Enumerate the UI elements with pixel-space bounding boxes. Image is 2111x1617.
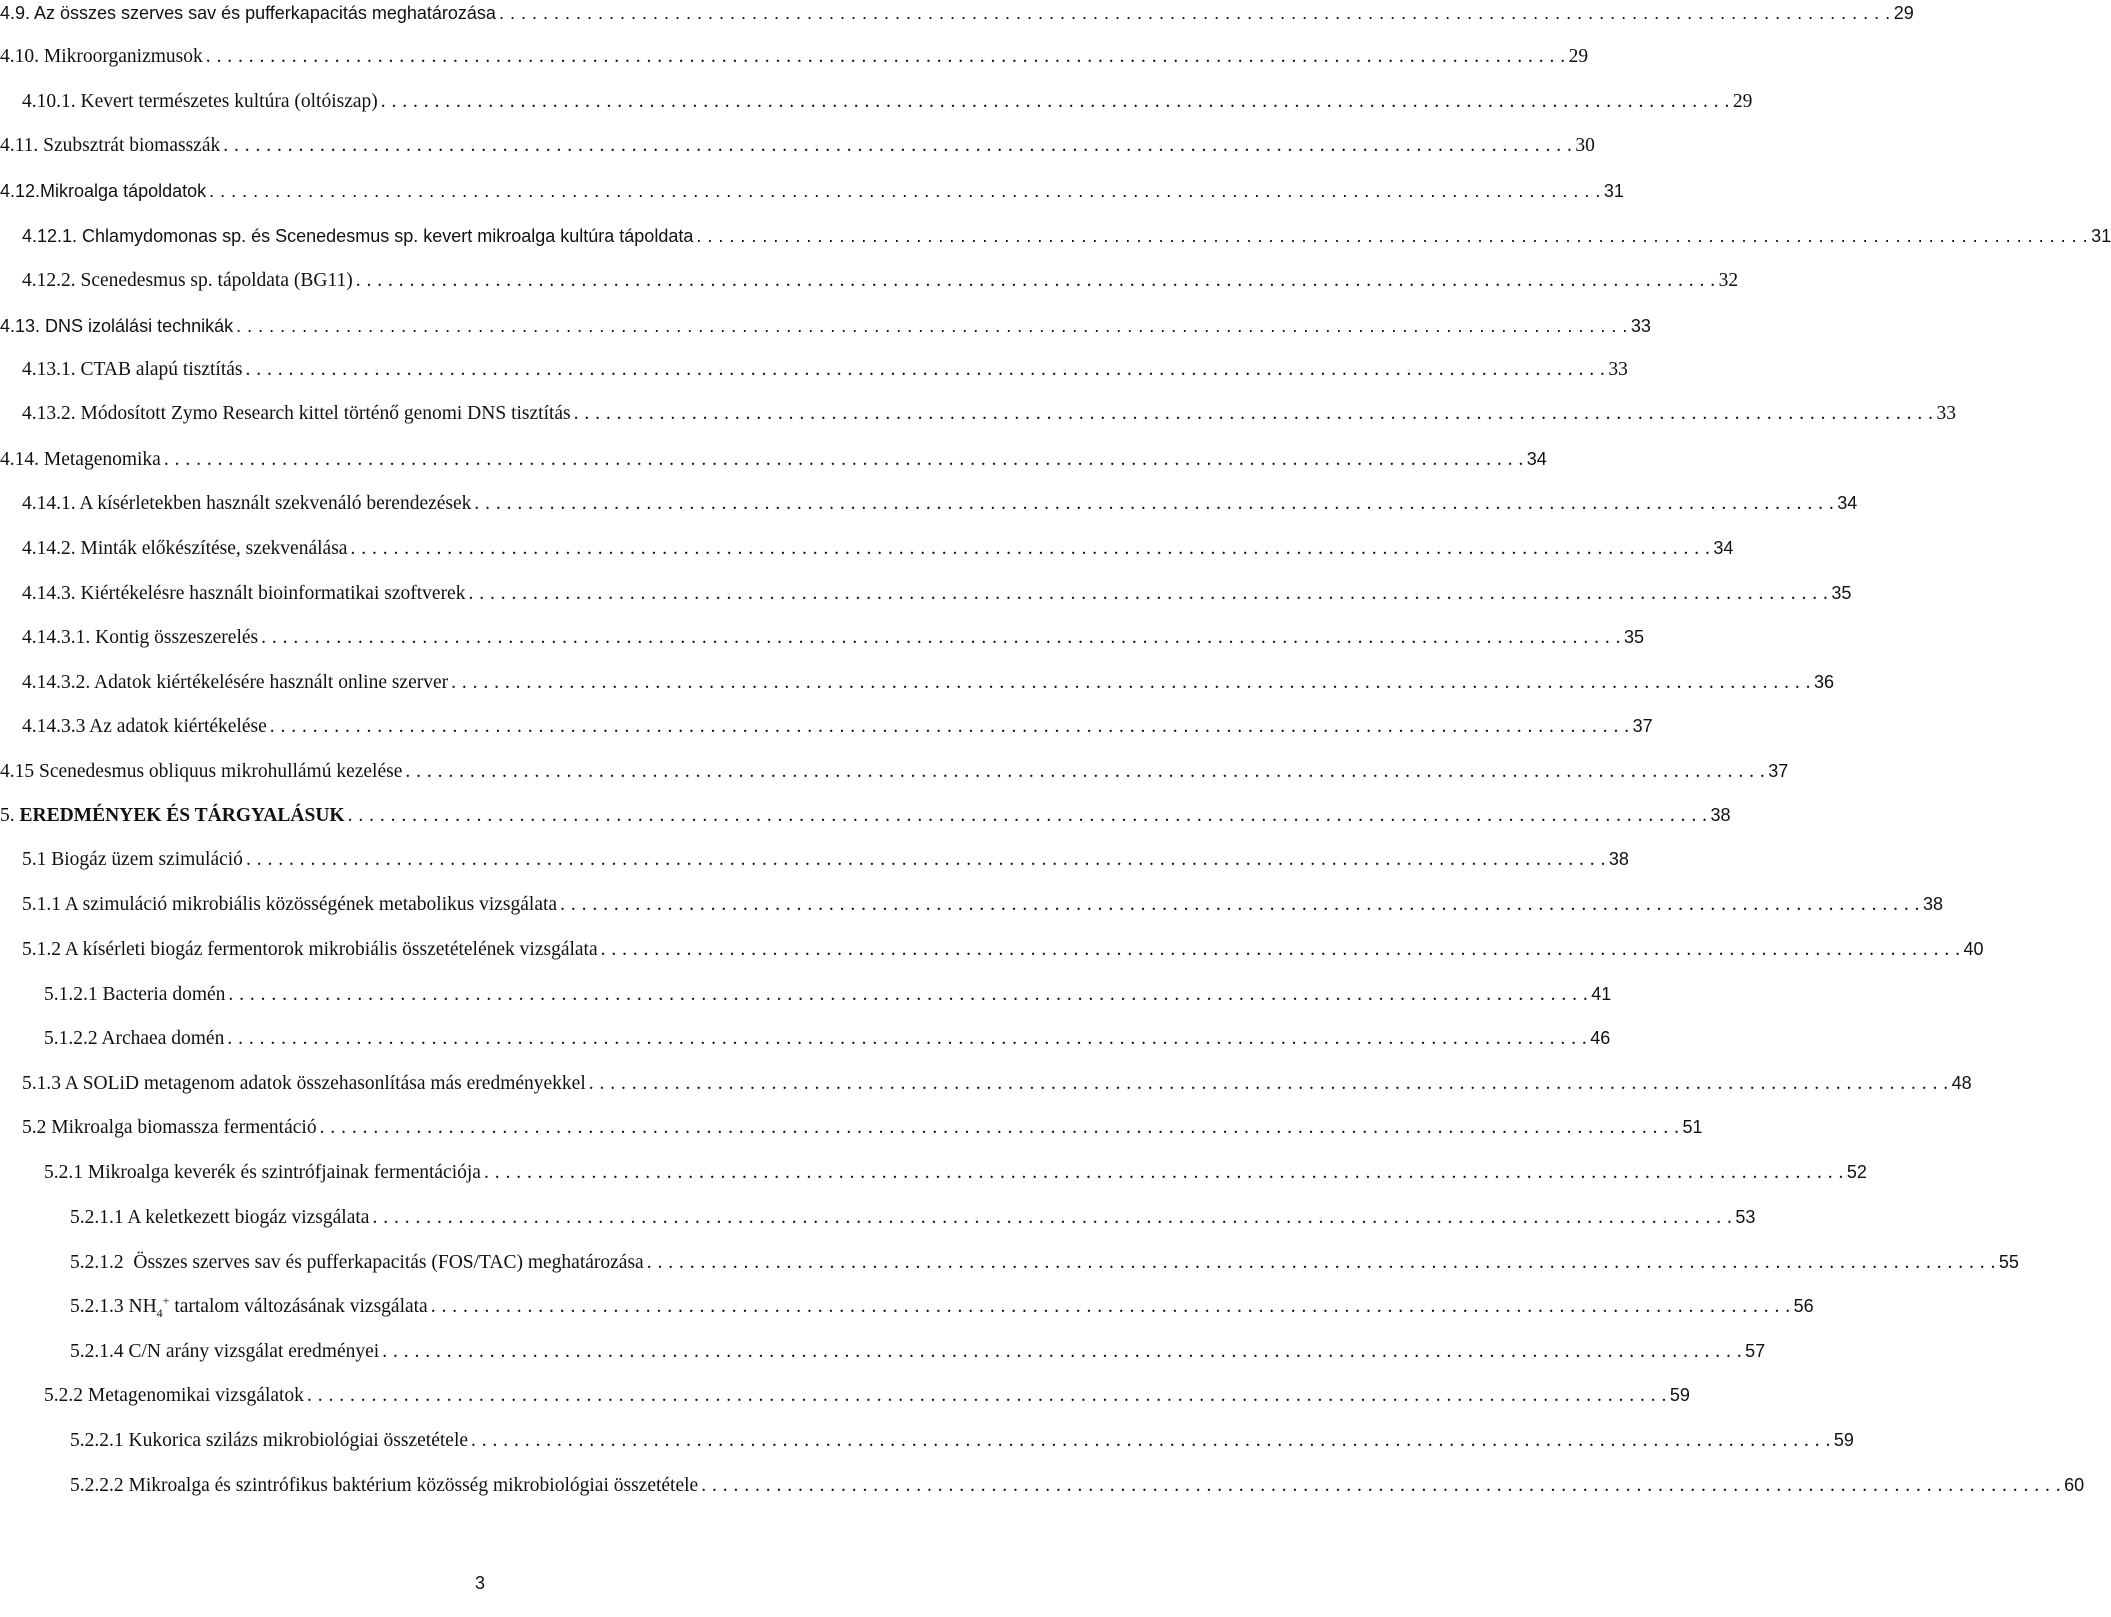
toc-entry bbox=[0, 758, 1789, 785]
leader-dots: . . . . . . . . . . . . . . . . . . . . . . . . . . . . . . . . . . . . . . . . . . . . . . . . . . . . . . . . . . . . . . . . . . . . . . . . . . . . . . . . . . . . . . . . . . . . . . . . . . . . . . . . . . . . . . . . . . . . . . . . . . . . . . . bbox=[474, 493, 1835, 514]
toc-entry-label: 5.2.2 Metagenomikai vizsgálatok bbox=[44, 1385, 304, 1406]
toc-entry-page: 38 bbox=[1608, 849, 1629, 869]
leader-dots: . . . . . . . . . . . . . . . . . . . . . . . . . . . . . . . . . . . . . . . . . . . . . . . . . . . . . . . . . . . . . . . . . . . . . . . . . . . . . . . . . . . . . . . . . . . . . . . . . . . . . . . . . . . . . . . . . . . . . . . . . . . . . . bbox=[223, 135, 1573, 156]
toc-entry-label: 5.2.2.1 Kukorica szilázs mikrobiológiai összetétele bbox=[70, 1430, 469, 1451]
toc-entry-label: 4.14.1. A kísérletekben használt szekvenáló berendezések bbox=[22, 493, 472, 514]
toc-entry-page: 59 bbox=[1833, 1430, 1854, 1450]
toc-entry-chapter bbox=[0, 802, 1731, 829]
toc-entry-label: 4.12.Mikroalga tápoldatok bbox=[0, 181, 207, 201]
toc-entry bbox=[22, 580, 1852, 607]
toc-entry-label: 5.1.2.1 Bacteria domén bbox=[44, 984, 226, 1005]
toc-entry bbox=[0, 0, 1914, 26]
toc-entry-label: 5.1.2 A kísérleti biogáz fermentorok mikrobiális összetételének vizsgálata bbox=[22, 939, 598, 960]
toc-entry bbox=[22, 357, 1628, 383]
toc-entry-page: 35 bbox=[1624, 627, 1645, 647]
toc-entry-page: 31 bbox=[2091, 226, 2111, 246]
leader-dots: . . . . . . . . . . . . . . . . . . . . . . . . . . . . . . . . . . . . . . . . . . . . . . . . . . . . . . . . . . . . . . . . . . . . . . . . . . . . . . . . . . . . . . . . . . . . . . . . . . . . . . . . . . . . . . . . . . . . . . . . . . . . . . . bbox=[245, 849, 1606, 870]
leader-dots: . . . . . . . . . . . . . . . . . . . . . . . . . . . . . . . . . . . . . . . . . . . . . . . . . . . . . . . . . . . . . . . . . . . . . . . . . . . . . . . . . . . . . . . . . . . . . . . . . . . . . . . . . . . . . . . . . . . . . . . . . . . . . . bbox=[380, 91, 1730, 112]
toc-entry-label: 4.14.3.3 Az adatok kiértékelése bbox=[22, 716, 267, 737]
nh4-rest: tartalom változásának vizsgálata bbox=[169, 1296, 428, 1317]
toc-entry-page: 56 bbox=[1793, 1296, 1814, 1316]
leader-dots: . . . . . . . . . . . . . . . . . . . . . . . . . . . . . . . . . . . . . . . . . . . . . . . . . . . . . . . . . . . . . . . . . . . . . . . . . . . . . . . . . . . . . . . . . . . . . . . . . . . . . . . . . . . . . . . . . . . . . . . . . . . . . . . bbox=[209, 181, 1601, 201]
toc-entry-page: 32 bbox=[1718, 270, 1739, 291]
leader-dots: . . . . . . . . . . . . . . . . . . . . . . . . . . . . . . . . . . . . . . . . . . . . . . . . . . . . . . . . . . . . . . . . . . . . . . . . . . . . . . . . . . . . . . . . . . . . . . . . . . . . . . . . . . . . . . . . . . . . . . . . . . . . . . . bbox=[483, 1162, 1844, 1183]
leader-dots: . . . . . . . . . . . . . . . . . . . . . . . . . . . . . . . . . . . . . . . . . . . . . . . . . . . . . . . . . . . . . . . . . . . . . . . . . . . . . . . . . . . . . . . . . . . . . . . . . . . . . . . . . . . . . . . . . . . . . . . . . . . . . . . bbox=[205, 46, 1566, 67]
toc-entry-page: 38 bbox=[1710, 805, 1731, 825]
toc-entry bbox=[0, 44, 1589, 70]
toc-entry-label: 4.9. Az összes szerves sav és pufferkapacitás meghatározása bbox=[0, 3, 496, 23]
toc-entry bbox=[70, 1204, 1756, 1231]
toc-entry-label: 4.14.3.1. Kontig összeszerelés bbox=[22, 627, 259, 648]
toc-entry-page: 30 bbox=[1575, 135, 1595, 156]
toc-entry bbox=[0, 133, 1595, 159]
leader-dots: . . . . . . . . . . . . . . . . . . . . . . . . . . . . . . . . . . . . . . . . . . . . . . . . . . . . . . . . . . . . . . . . . . . . . . . . . . . . . . . . . . . . . . . . . . . . . . . . . . . . . . . . . . . . . . . . . . . . . . . . . . . . . . . bbox=[573, 403, 1934, 424]
toc-entry bbox=[44, 1382, 1690, 1409]
toc-entry bbox=[22, 268, 1739, 294]
toc-entry-label bbox=[0, 803, 345, 829]
toc-entry-label: 4.12.1. Chlamydomonas sp. és Scenedesmus sp. kevert mikroalga kultúra tápoldata bbox=[22, 226, 694, 246]
toc-entry-page: 37 bbox=[1632, 716, 1653, 736]
toc-entry bbox=[0, 313, 1651, 339]
toc-entry-page: 37 bbox=[1768, 761, 1789, 781]
leader-dots: . . . . . . . . . . . . . . . . . . . . . . . . . . . . . . . . . . . . . . . . . . . . . . . . . . . . . . . . . . . . . . . . . . . . . . . . . . . . . . . . . . . . . . . . . . . . . . . . . . . . . . . . . . . . . . . . . . . . . . . . . . . . . . . bbox=[588, 1073, 1949, 1094]
toc-entry-page: 31 bbox=[1603, 181, 1624, 201]
toc-entry-page: 36 bbox=[1814, 672, 1835, 692]
toc-entry-page: 60 bbox=[2064, 1475, 2085, 1495]
leader-dots: . . . . . . . . . . . . . . . . . . . . . . . . . . . . . . . . . . . . . . . . . . . . . . . . . . . . . . . . . . . . . . . . . . . . . . . . . . . . . . . . . . . . . . . . . . . . . . . . . . . . . . . . . . . . . . . . . . . . . . . . . . . . . . . bbox=[306, 1385, 1667, 1406]
toc-entry bbox=[70, 1249, 2019, 1276]
toc-entry-label: 5.1 Biogáz üzem szimuláció bbox=[22, 849, 243, 870]
toc-entry bbox=[22, 669, 1835, 696]
toc-entry-label: 4.10. Mikroorganizmusok bbox=[0, 46, 203, 67]
leader-dots: . . . . . . . . . . . . . . . . . . . . . . . . . . . . . . . . . . . . . . . . . . . . . . . . . . . . . . . . . . . . . . . . . . . . . . . . . . . . . . . . . . . . . . . . . . . . . . . . . . . . . . . . . . . . . . . . . . . . . . . . . . . . . . . bbox=[245, 359, 1606, 380]
toc-entry bbox=[70, 1293, 1814, 1320]
toc-entry-page: 34 bbox=[1526, 449, 1547, 469]
toc-entry bbox=[22, 891, 1943, 918]
toc-entry bbox=[22, 846, 1629, 873]
toc-entry-page: 33 bbox=[1608, 359, 1628, 380]
leader-dots: . . . . . . . . . . . . . . . . . . . . . . . . . . . . . . . . . . . . . . . . . . . . . . . . . . . . . . . . . . . . . . . . . . . . . . . . . . . . . . . . . . . . . . . . . . . . . . . . . . . . . . . . . . . . . . . . . . . . . . . . . . . . . . . bbox=[227, 1028, 1588, 1049]
toc-entry bbox=[22, 89, 1753, 115]
chapter-title: EREDMÉNYEK ÉS TÁRGYALÁSUK bbox=[19, 805, 345, 826]
toc-entry bbox=[70, 1427, 1854, 1454]
leader-dots: . . . . . . . . . . . . . . . . . . . . . . . . . . . . . . . . . . . . . . . . . . . . . . . . . . . . . . . . . . . . . . . . . . . . . . . . . . . . . . . . . . . . . . . . . . . . . . . . . . . . . . . . . . . . . . . . . . . . . . . . . . . . . . . bbox=[347, 805, 1708, 826]
leader-dots: . . . . . . . . . . . . . . . . . . . . . . . . . . . . . . . . . . . . . . . . . . . . . . . . . . . . . . . . . . . . . . . . . . . . . . . . . . . . . . . . . . . . . . . . . . . . . . . . . . . . . . . . . . . . . . . . . . . . . . . . . . . . . . . bbox=[350, 538, 1711, 559]
nh4-prefix: 5.2.1.3 NH bbox=[70, 1296, 157, 1317]
toc-entry-page: 29 bbox=[1893, 3, 1914, 23]
toc-entry-label: 4.13.1. CTAB alapú tisztítás bbox=[22, 359, 243, 380]
toc-entry-label: 4.14.2. Minták előkészítése, szekvenálása bbox=[22, 538, 348, 559]
toc-entry-page: 38 bbox=[1922, 894, 1943, 914]
leader-dots: . . . . . . . . . . . . . . . . . . . . . . . . . . . . . . . . . . . . . . . . . . . . . . . . . . . . . . . . . . . . . . . . . . . . . . . . . . . . . . . . . . . . . . . . . . . . . . . . . . . . . . . . . . . . . . . . . . . . . . . . . . . . . . . bbox=[372, 1207, 1733, 1228]
toc-entry-label bbox=[70, 1294, 428, 1320]
toc-entry bbox=[22, 401, 1957, 427]
toc-entry bbox=[70, 1472, 2085, 1499]
toc-entry bbox=[22, 223, 2111, 249]
leader-dots: . . . . . . . . . . . . . . . . . . . . . . . . . . . . . . . . . . . . . . . . . . . . . . . . . . . . . . . . . . . . . . . . . . . . . . . . . . . . . . . . . . . . . . . . . . . . . . . . . . . . . . . . . . . . . . . . . . . . . . . . . . . . . . . bbox=[498, 3, 1891, 23]
toc-entry-label: 4.10.1. Kevert természetes kultúra (oltóiszap) bbox=[22, 91, 378, 112]
toc-entry-label: 5.2.1.4 C/N arány vizsgálat eredményei bbox=[70, 1341, 380, 1362]
toc-entry-label: 5.2.1.2 Összes szerves sav és pufferkapacitás (FOS/TAC) meghatározása bbox=[70, 1252, 644, 1273]
toc-entry-label: 5.1.2.2 Archaea domén bbox=[44, 1028, 225, 1049]
toc-entry-page: 35 bbox=[1831, 583, 1852, 603]
toc-entry bbox=[22, 535, 1734, 562]
toc-entry-page: 55 bbox=[1998, 1252, 2019, 1272]
toc-entry bbox=[0, 178, 1624, 204]
toc-entry bbox=[22, 713, 1653, 740]
toc-entry-page: 57 bbox=[1745, 1341, 1766, 1361]
toc-entry-label: 5.2.2.2 Mikroalga és szintrófikus baktérium közösség mikrobiológiai összetétele bbox=[70, 1475, 699, 1496]
leader-dots: . . . . . . . . . . . . . . . . . . . . . . . . . . . . . . . . . . . . . . . . . . . . . . . . . . . . . . . . . . . . . . . . . . . . . . . . . . . . . . . . . . . . . . . . . . . . . . . . . . . . . . . . . . . . . . . . . . . . . . . . . . . . . . . bbox=[319, 1117, 1680, 1138]
page-number: 3 bbox=[474, 1573, 485, 1593]
toc-entry-label: 5.1.3 A SOLiD metagenom adatok összehasonlítása más eredményekkel bbox=[22, 1073, 586, 1094]
toc-entry-page: 53 bbox=[1735, 1207, 1756, 1227]
leader-dots: . . . . . . . . . . . . . . . . . . . . . . . . . . . . . . . . . . . . . . . . . . . . . . . . . . . . . . . . . . . . . . . . . . . . . . . . . . . . . . . . . . . . . . . . . . . . . . . . . . . . . . . . . . . . . . . . . . . . . . . . . . . . . . . bbox=[468, 583, 1829, 604]
leader-dots: . . . . . . . . . . . . . . . . . . . . . . . . . . . . . . . . . . . . . . . . . . . . . . . . . . . . . . . . . . . . . . . . . . . . . . . . . . . . . . . . . . . . . . . . . . . . . . . . . . . . . . . . . . . . . . . . . . . . . . . . . . . . . . . bbox=[696, 226, 2089, 246]
chapter-number: 5. bbox=[0, 805, 15, 826]
toc-entry-page: 40 bbox=[1963, 939, 1984, 959]
leader-dots: . . . . . . . . . . . . . . . . . . . . . . . . . . . . . . . . . . . . . . . . . . . . . . . . . . . . . . . . . . . . . . . . . . . . . . . . . . . . . . . . . . . . . . . . . . . . . . . . . . . . . . . . . . . . . . . . . . . . . . . . . . . . . . . bbox=[600, 939, 1961, 960]
toc-entry-label: 4.14.3. Kiértékelésre használt bioinformatikai szoftverek bbox=[22, 583, 466, 604]
toc-entry bbox=[70, 1338, 1766, 1365]
toc-entry-label: 4.15 Scenedesmus obliquus mikrohullámú kezelése bbox=[0, 761, 403, 782]
toc-entry bbox=[44, 981, 1612, 1008]
leader-dots: . . . . . . . . . . . . . . . . . . . . . . . . . . . . . . . . . . . . . . . . . . . . . . . . . . . . . . . . . . . . . . . . . . . . . . . . . . . . . . . . . . . . . . . . . . . . . . . . . . . . . . . . . . . . . . . . . . . . . . . . . . . . . . . bbox=[701, 1475, 2062, 1496]
toc-entry-label: 4.14. Metagenomika bbox=[0, 449, 161, 470]
toc-entry bbox=[0, 446, 1547, 473]
toc-entry-page: 34 bbox=[1713, 538, 1734, 558]
toc-entry bbox=[22, 490, 1858, 517]
leader-dots: . . . . . . . . . . . . . . . . . . . . . . . . . . . . . . . . . . . . . . . . . . . . . . . . . . . . . . . . . . . . . . . . . . . . . . . . . . . . . . . . . . . . . . . . . . . . . . . . . . . . . . . . . . . . . . . . . . . . . . . . . . . . . . . bbox=[269, 716, 1630, 737]
toc-entry bbox=[22, 1070, 1972, 1097]
toc-entry-page: 52 bbox=[1846, 1162, 1867, 1182]
toc-entry-page: 51 bbox=[1682, 1117, 1703, 1137]
toc-entry bbox=[22, 624, 1645, 651]
toc-entry-label: 5.2 Mikroalga biomassza fermentáció bbox=[22, 1117, 317, 1138]
leader-dots: . . . . . . . . . . . . . . . . . . . . . . . . . . . . . . . . . . . . . . . . . . . . . . . . . . . . . . . . . . . . . . . . . . . . . . . . . . . . . . . . . . . . . . . . . . . . . . . . . . . . . . . . . . . . . . . . . . . . . . . . . . . . . . . bbox=[430, 1296, 1791, 1317]
leader-dots: . . . . . . . . . . . . . . . . . . . . . . . . . . . . . . . . . . . . . . . . . . . . . . . . . . . . . . . . . . . . . . . . . . . . . . . . . . . . . . . . . . . . . . . . . . . . . . . . . . . . . . . . . . . . . . . . . . . . . . . . . . . . . . . bbox=[405, 761, 1766, 782]
toc-entry-label: 5.2.1 Mikroalga keverék és szintrófjainak fermentációja bbox=[44, 1162, 481, 1183]
toc-entry bbox=[44, 1159, 1867, 1186]
toc-entry-page: 34 bbox=[1837, 493, 1858, 513]
leader-dots: . . . . . . . . . . . . . . . . . . . . . . . . . . . . . . . . . . . . . . . . . . . . . . . . . . . . . . . . . . . . . . . . . . . . . . . . . . . . . . . . . . . . . . . . . . . . . . . . . . . . . . . . . . . . . . . . . . . . . . . . . . . . . . . bbox=[163, 449, 1524, 470]
toc-entry-page: 33 bbox=[1936, 403, 1957, 424]
leader-dots: . . . . . . . . . . . . . . . . . . . . . . . . . . . . . . . . . . . . . . . . . . . . . . . . . . . . . . . . . . . . . . . . . . . . . . . . . . . . . . . . . . . . . . . . . . . . . . . . . . . . . . . . . . . . . . . . . . . . . . . . . . . . . . . bbox=[451, 672, 1812, 693]
leader-dots: . . . . . . . . . . . . . . . . . . . . . . . . . . . . . . . . . . . . . . . . . . . . . . . . . . . . . . . . . . . . . . . . . . . . . . . . . . . . . . . . . . . . . . . . . . . . . . . . . . . . . . . . . . . . . . . . . . . . . . . . . . . . . . . bbox=[261, 627, 1621, 648]
toc-entry-label: 5.1.1 A szimuláció mikrobiális közösségének metabolikus vizsgálata bbox=[22, 894, 558, 915]
leader-dots: . . . . . . . . . . . . . . . . . . . . . . . . . . . . . . . . . . . . . . . . . . . . . . . . . . . . . . . . . . . . . . . . . . . . . . . . . . . . . . . . . . . . . . . . . . . . . . . . . . . . . . . . . . . . . . . . . . . . . . . . . . . . . . . bbox=[355, 270, 1716, 291]
toc-entry bbox=[22, 936, 1984, 963]
leader-dots: . . . . . . . . . . . . . . . . . . . . . . . . . . . . . . . . . . . . . . . . . . . . . . . . . . . . . . . . . . . . . . . . . . . . . . . . . . . . . . . . . . . . . . . . . . . . . . . . . . . . . . . . . . . . . . . . . . . . . . . . . . . . . . . bbox=[228, 984, 1589, 1005]
toc-entry bbox=[44, 1025, 1611, 1052]
nh4-superscript: + bbox=[162, 1293, 170, 1308]
leader-dots: . . . . . . . . . . . . . . . . . . . . . . . . . . . . . . . . . . . . . . . . . . . . . . . . . . . . . . . . . . . . . . . . . . . . . . . . . . . . . . . . . . . . . . . . . . . . . . . . . . . . . . . . . . . . . . . . . . . . . . . . . . . . . . . bbox=[560, 894, 1920, 915]
leader-dots: . . . . . . . . . . . . . . . . . . . . . . . . . . . . . . . . . . . . . . . . . . . . . . . . . . . . . . . . . . . . . . . . . . . . . . . . . . . . . . . . . . . . . . . . . . . . . . . . . . . . . . . . . . . . . . . . . . . . . . . . . . . . . . . bbox=[236, 316, 1628, 336]
toc-entry-page: 46 bbox=[1590, 1028, 1611, 1048]
toc-entry-label: 4.14.3.2. Adatok kiértékelésére használt online szerver bbox=[22, 672, 449, 693]
toc-entry-label: 4.12.2. Scenedesmus sp. tápoldata (BG11) bbox=[22, 270, 353, 291]
toc-entry-label: 4.13.2. Módosított Zymo Research kittel történő genomi DNS tisztítás bbox=[22, 403, 571, 424]
toc-entry-page: 33 bbox=[1630, 316, 1651, 336]
toc-entry-label: 4.11. Szubsztrát biomasszák bbox=[0, 135, 221, 156]
toc-entry-label: 4.13. DNS izolálási technikák bbox=[0, 316, 234, 336]
toc-entry-page: 59 bbox=[1669, 1385, 1690, 1405]
toc-entry bbox=[22, 1114, 1703, 1141]
leader-dots: . . . . . . . . . . . . . . . . . . . . . . . . . . . . . . . . . . . . . . . . . . . . . . . . . . . . . . . . . . . . . . . . . . . . . . . . . . . . . . . . . . . . . . . . . . . . . . . . . . . . . . . . . . . . . . . . . . . . . . . . . . . . . . . bbox=[382, 1341, 1743, 1362]
leader-dots: . . . . . . . . . . . . . . . . . . . . . . . . . . . . . . . . . . . . . . . . . . . . . . . . . . . . . . . . . . . . . . . . . . . . . . . . . . . . . . . . . . . . . . . . . . . . . . . . . . . . . . . . . . . . . . . . . . . . . . . . . . . . . . . bbox=[471, 1430, 1831, 1451]
nh4-subscript: 4 bbox=[156, 1305, 163, 1320]
toc-entry-page: 29 bbox=[1732, 91, 1753, 112]
toc-entry-label: 5.2.1.1 A keletkezett biogáz vizsgálata bbox=[70, 1207, 370, 1228]
toc-entry-page: 41 bbox=[1591, 984, 1612, 1004]
toc-entry-page: 48 bbox=[1951, 1073, 1972, 1093]
leader-dots: . . . . . . . . . . . . . . . . . . . . . . . . . . . . . . . . . . . . . . . . . . . . . . . . . . . . . . . . . . . . . . . . . . . . . . . . . . . . . . . . . . . . . . . . . . . . . . . . . . . . . . . . . . . . . . . . . . . . . . . . . . . . . . bbox=[646, 1252, 1996, 1273]
toc-entry-page: 29 bbox=[1568, 46, 1589, 67]
